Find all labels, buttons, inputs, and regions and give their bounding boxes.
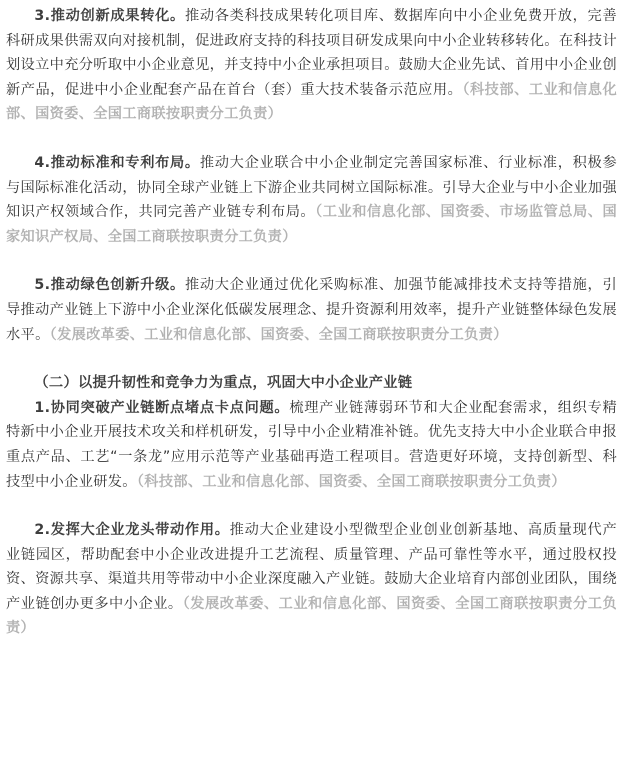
section-item-2-body: 推动大企业建设小型微型企业创业创新基地、高质量现代产业链园区，帮助配套中小企业改进提升工艺流程、质量管理、产品可靠性等水平，通过股权投资、资源共享、渠道共用等带动中小企业深度融入产业链。鼓励大企业培育内部创业团队，围绕产业链创办更多中小企业。 bbox=[6, 522, 617, 612]
item-4-paragraph bbox=[6, 151, 617, 249]
section-item-2-title: 2.发挥大企业龙头带动作用。 bbox=[34, 522, 230, 539]
item-5-body: 推动大企业通过优化采购标准、加强节能减排技术支持等措施，引导推动产业链上下游中小企业深化低碳发展理念、提升资源利用效率，提升产业链整体绿色发展水平。 bbox=[6, 277, 617, 343]
item-5-paragraph bbox=[6, 273, 617, 347]
paragraph-spacer bbox=[6, 249, 617, 273]
section-item-1-responsible: （科技部、工业和信息化部、国资委、全国工商联按职责分工负责） bbox=[136, 473, 566, 490]
item-5-title: 5.推动绿色创新升级。 bbox=[34, 277, 185, 294]
paragraph-spacer bbox=[6, 127, 617, 151]
item-3-paragraph bbox=[6, 4, 617, 127]
item-4-title: 4.推动标准和专利布局。 bbox=[34, 154, 200, 171]
paragraph-spacer bbox=[6, 494, 617, 518]
section-item-1-paragraph bbox=[6, 396, 617, 494]
section-item-1-title: 1.协同突破产业链断点堵点卡点问题。 bbox=[34, 399, 290, 416]
paragraph-spacer bbox=[6, 347, 617, 371]
item-4-body: 推动大企业联合中小企业制定完善国家标准、行业标准，积极参与国际标准化活动，协同全球产业链上下游企业共同树立国际标准。引导大企业与中小企业加强知识产权领域合作，共同完善产业链专利布局。 bbox=[6, 154, 617, 221]
item-5-responsible: （发展改革委、工业和信息化部、国资委、全国工商联按职责分工负责） bbox=[49, 326, 508, 343]
item-4-responsible: （工业和信息化部、国资委、市场监管总局、国家知识产权局、全国工商联按职责分工负责） bbox=[6, 204, 617, 245]
section-item-1-body: 梳理产业链薄弱环节和大企业配套需求，组织专精特新中小企业开展技术攻关和样机研发，引导中小企业精准补链。优先支持大中小企业联合申报重点产品、工艺“一条龙”应用示范等产业基础再造工程项目。营造更好环境，支持创新型、科技型中小企业研发。 bbox=[6, 399, 618, 490]
section-item-2-responsible: （发展改革委、工业和信息化部、国资委、全国工商联按职责分工负责） bbox=[6, 595, 617, 637]
item-3-title: 3.推动创新成果转化。 bbox=[34, 8, 185, 24]
section-item-2-paragraph bbox=[6, 518, 617, 641]
item-3-body: 推动各类科技成果转化项目库、数据库向中小企业免费开放，完善科研成果供需双向对接机制，促进政府支持的科技项目研发成果向中小企业转移转化。在科技计划设立中充分听取中小企业意见，并支持中小企业承担项目。鼓励大企业先试、首用中小企业创新产品，促进中小企业配套产品在首台（套）重大技术装备示范应用。 bbox=[6, 8, 617, 98]
section-heading: （二）以提升韧性和竞争力为重点，巩固大中小企业产业链 bbox=[34, 375, 413, 392]
item-3-responsible: （科技部、工业和信息化部、国资委、全国工商联按职责分工负责） bbox=[6, 81, 617, 123]
